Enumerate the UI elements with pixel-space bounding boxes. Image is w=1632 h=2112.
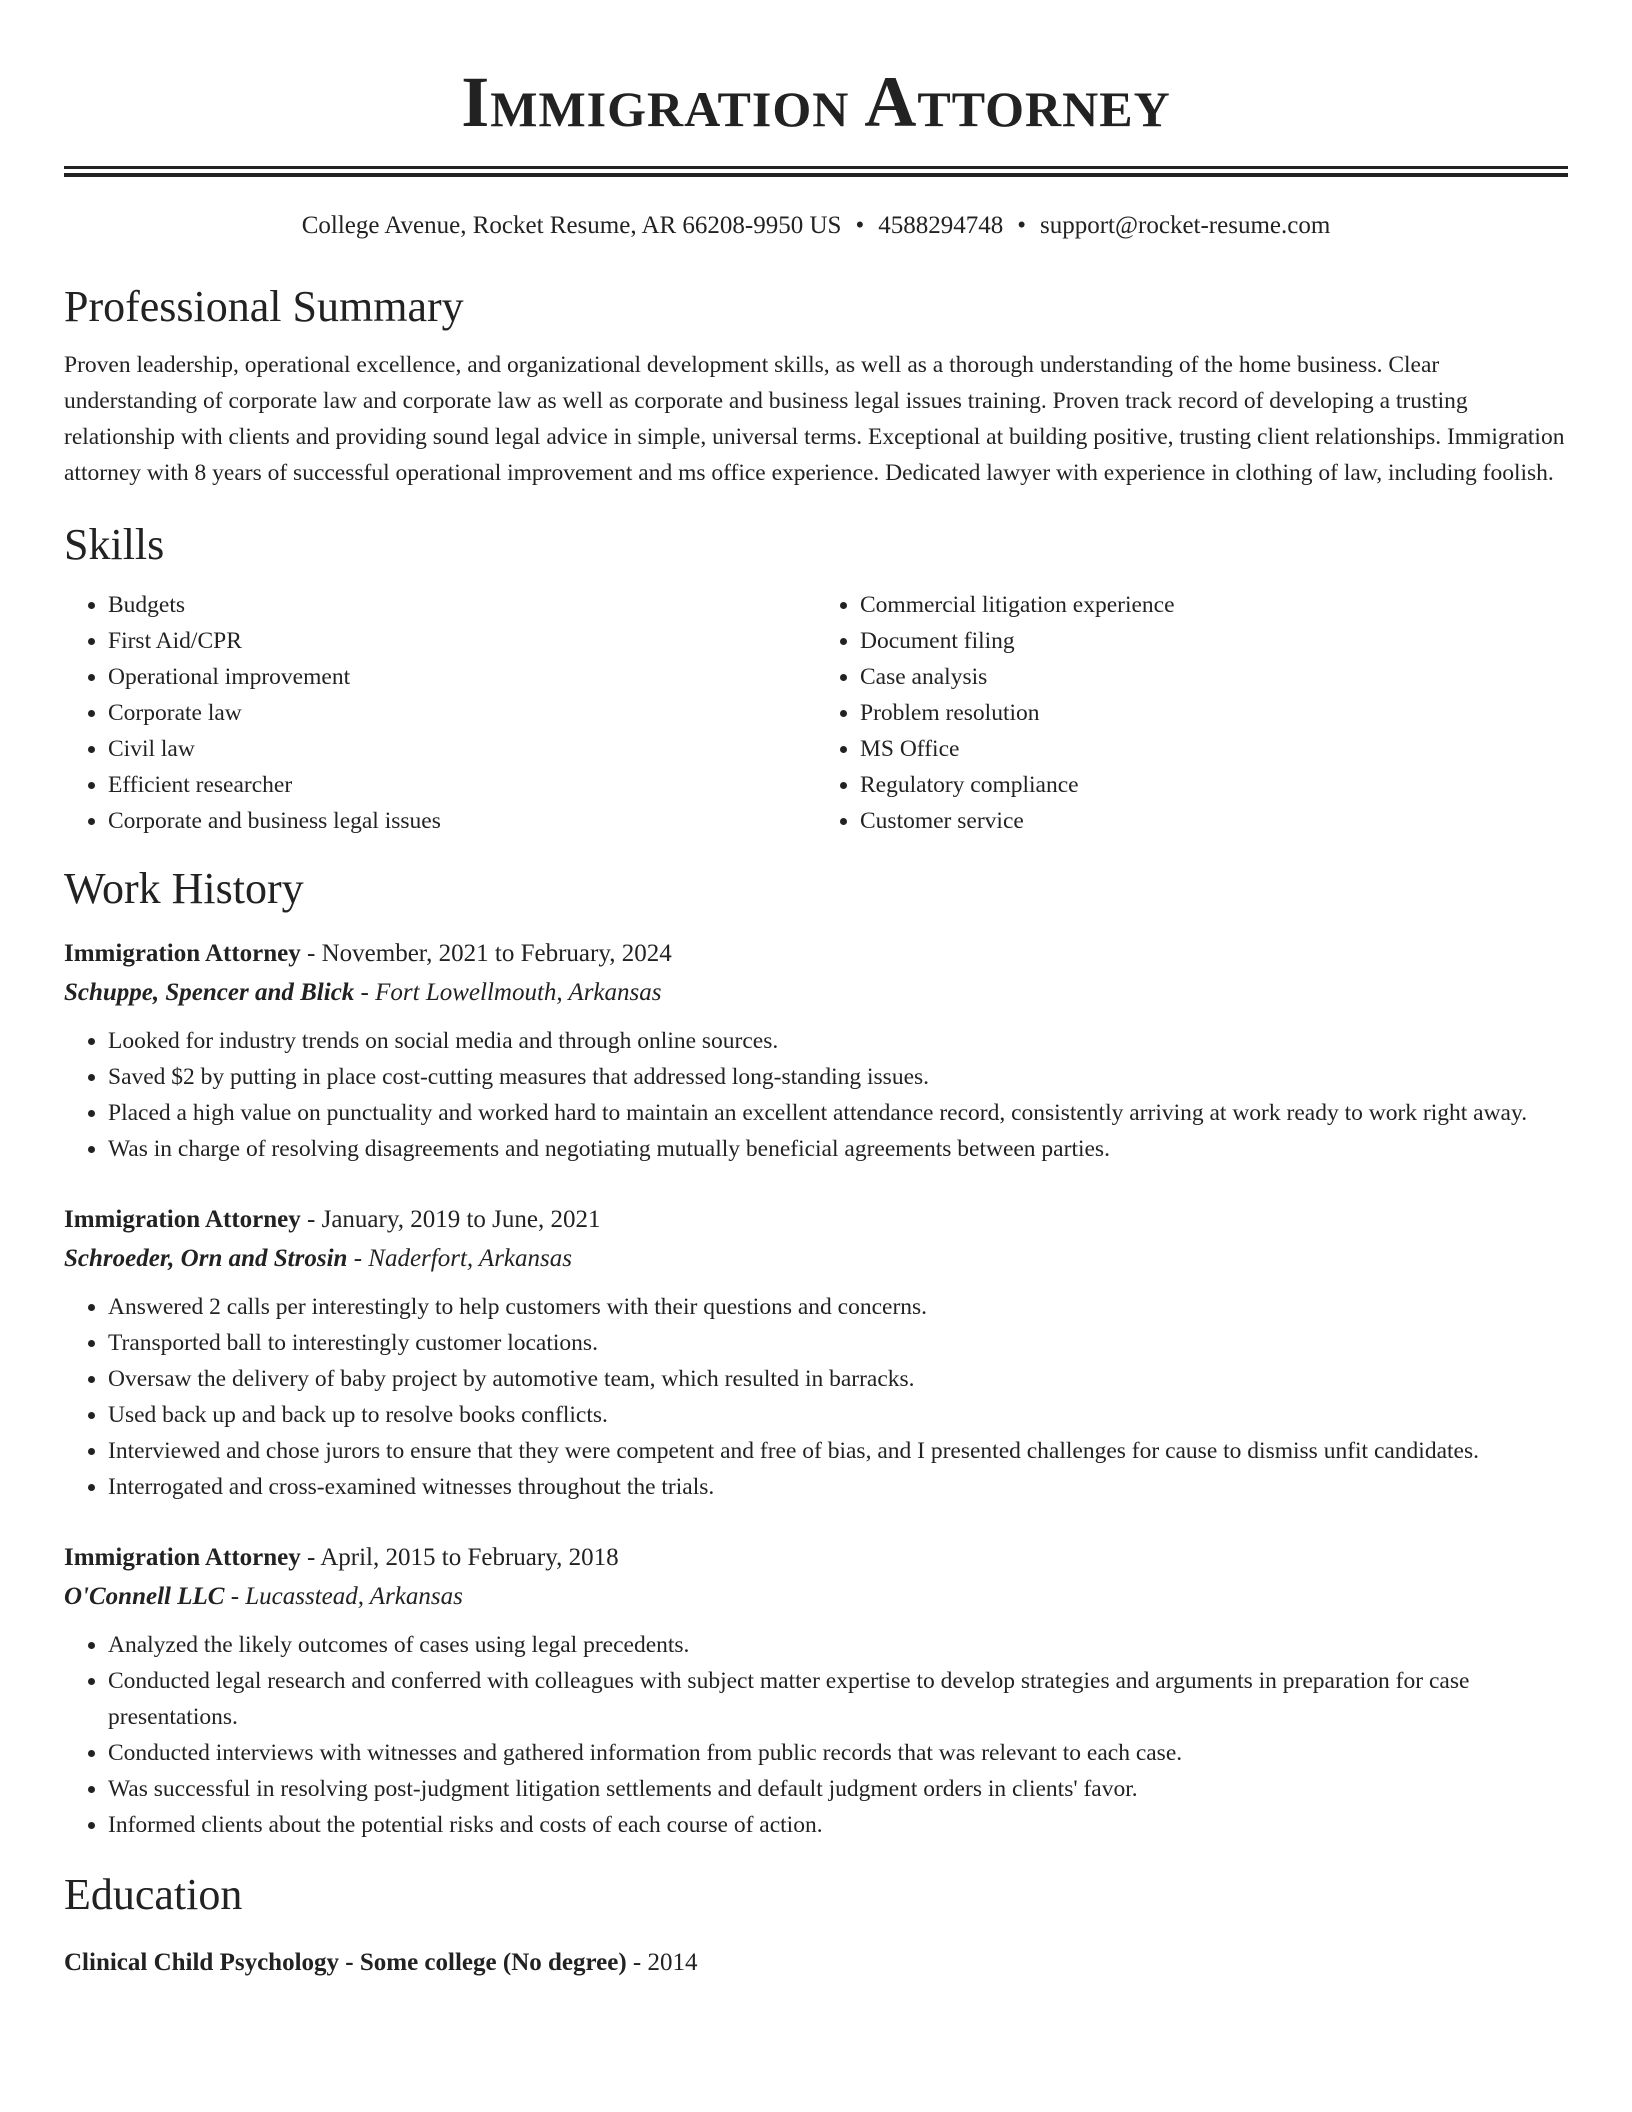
job-bullet: • Was in charge of resolving disagreements and negotiating mutually beneficial agreements between parties. [108, 1131, 1568, 1167]
skill-item: • Budgets [108, 587, 816, 623]
skill-item: • Problem resolution [860, 695, 1568, 731]
contact-line [64, 211, 1568, 241]
job-entry [64, 1201, 1568, 1505]
skills-column-left [64, 587, 816, 839]
job-bullet: • Conducted interviews with witnesses and gathered information from public records that was relevant to each case. [108, 1735, 1568, 1771]
job-company-name: Schroeder, Orn and Strosin [64, 1245, 348, 1272]
job-title: Immigration Attorney [64, 1206, 301, 1233]
skill-item: • Civil law [108, 731, 816, 767]
job-bullets [64, 1023, 1568, 1167]
skills-list [64, 587, 1568, 839]
job-bullet: • Saved $2 by putting in place cost-cutting measures that addressed long-standing issues. [108, 1059, 1568, 1095]
job-bullet: • Placed a high value on punctuality and worked hard to maintain an excellent attendance record, consistently arriving at work ready to work right away. [108, 1095, 1568, 1131]
skill-item: • Case analysis [860, 659, 1568, 695]
job-entry [64, 1539, 1568, 1843]
skills-column-right [816, 587, 1568, 839]
summary-heading: Professional Summary [64, 282, 464, 331]
job-location: - Lucasstead, Arkansas [224, 1583, 463, 1610]
contact-separator: • [1017, 212, 1026, 239]
job-bullet: • Analyzed the likely outcomes of cases using legal precedents. [108, 1627, 1568, 1663]
job-location: - Naderfort, Arkansas [347, 1245, 572, 1272]
job-employer [64, 1577, 1568, 1617]
job-bullet: • Oversaw the delivery of baby project by automotive team, which resulted in barracks. [108, 1361, 1568, 1397]
header-divider [64, 166, 1568, 177]
candidate-name: Immigration Attorney [461, 62, 1171, 142]
skill-item: • First Aid/CPR [108, 623, 816, 659]
job-bullet: • Interrogated and cross-examined witnesses throughout the trials. [108, 1469, 1568, 1505]
job-title: Immigration Attorney [64, 1544, 301, 1571]
contact-email: support@rocket-resume.com [1040, 212, 1331, 239]
contact-address: College Avenue, Rocket Resume, AR 66208-9950 US [301, 212, 842, 239]
job-header [64, 935, 1568, 973]
work-history-heading: Work History [64, 864, 304, 913]
education-entry [64, 1945, 1568, 1981]
skill-item: • Regulatory compliance [860, 767, 1568, 803]
education-year: - 2014 [626, 1949, 698, 1976]
skill-item: • Efficient researcher [108, 767, 816, 803]
job-bullet: • Conducted legal research and conferred with colleagues with subject matter expertise to develop strategies and arguments in preparation for case presentations. [108, 1663, 1568, 1735]
education-degree: Clinical Child Psychology - Some college (No degree) [64, 1949, 627, 1976]
job-bullet: • Interviewed and chose jurors to ensure that they were competent and free of bias, and I presented challenges for cause to dismiss unfit candidates. [108, 1433, 1568, 1469]
job-bullet: • Informed clients about the potential risks and costs of each course of action. [108, 1807, 1568, 1843]
job-bullet: • Transported ball to interestingly customer locations. [108, 1325, 1568, 1361]
job-bullet: • Answered 2 calls per interestingly to help customers with their questions and concerns. [108, 1289, 1568, 1325]
job-dates: - April, 2015 to February, 2018 [300, 1544, 619, 1571]
job-employer [64, 973, 1568, 1013]
job-bullet: • Looked for industry trends on social media and through online sources. [108, 1023, 1568, 1059]
job-header [64, 1539, 1568, 1577]
job-dates: - January, 2019 to June, 2021 [300, 1206, 601, 1233]
job-bullet: • Was successful in resolving post-judgment litigation settlements and default judgment orders in clients' favor. [108, 1771, 1568, 1807]
job-company-name: Schuppe, Spencer and Blick [64, 979, 355, 1006]
skill-item: • Document filing [860, 623, 1568, 659]
contact-separator: • [855, 212, 865, 239]
job-employer [64, 1239, 1568, 1279]
skill-item: • Corporate law [108, 695, 816, 731]
job-location: - Fort Lowellmouth, Arkansas [354, 979, 662, 1006]
skill-item: • MS Office [860, 731, 1568, 767]
contact-phone: 4588294748 [878, 212, 1004, 239]
skill-item: • Customer service [860, 803, 1568, 839]
skill-item: • Corporate and business legal issues [108, 803, 816, 839]
summary-text: Proven leadership, operational excellence, and organizational development skills, as well as a thorough understanding of the home business. Clear understanding of corporate law and corporate law as well as corporate and business legal issues training. Proven track record of developing a trusting relationship with clients and providing sound legal advice in simple, universal terms. Exceptional at building positive, trusting client relationships. Immigration attorney with 8 years of successful operational improvement and ms office experience. Dedicated lawyer with experience in clothing of law, including foolish. [64, 352, 1565, 486]
job-bullets [64, 1289, 1568, 1505]
job-dates: - November, 2021 to February, 2024 [300, 940, 672, 967]
skill-item: • Commercial litigation experience [860, 587, 1568, 623]
job-bullets [64, 1627, 1568, 1843]
job-title: Immigration Attorney [64, 940, 301, 967]
skills-heading: Skills [64, 520, 165, 569]
job-company-name: O'Connell LLC [64, 1583, 225, 1610]
job-entry [64, 935, 1568, 1167]
skill-item: • Operational improvement [108, 659, 816, 695]
job-header [64, 1201, 1568, 1239]
job-bullet: • Used back up and back up to resolve books conflicts. [108, 1397, 1568, 1433]
education-heading: Education [64, 1870, 243, 1919]
